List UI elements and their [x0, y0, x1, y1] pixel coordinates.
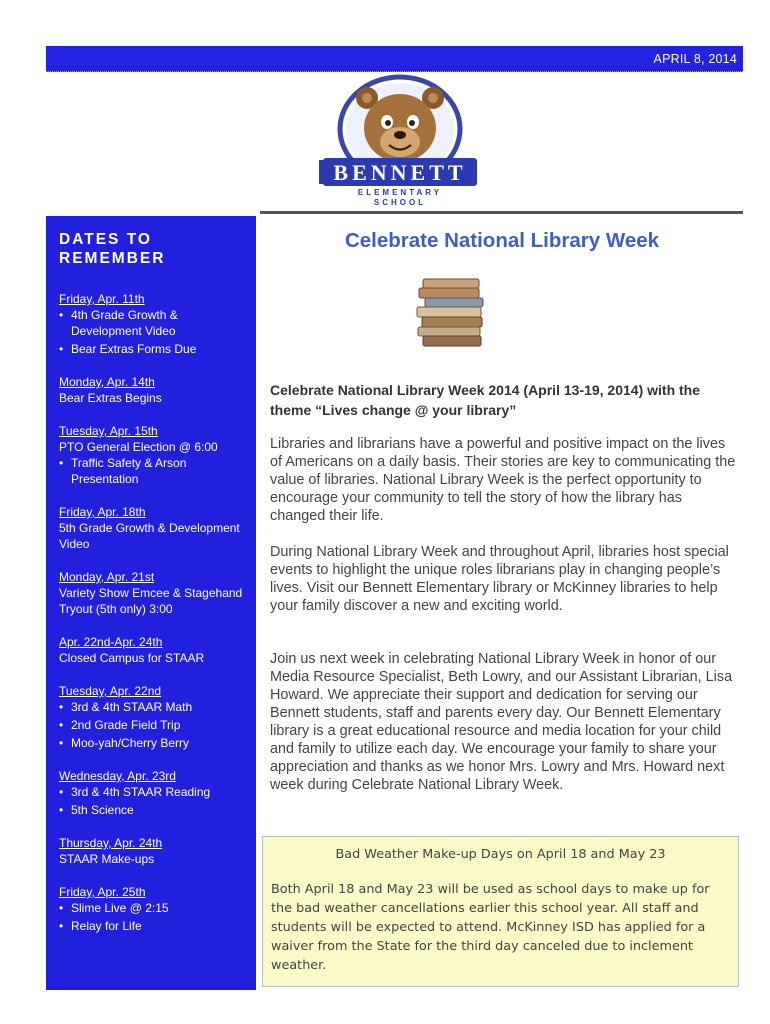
- event-item: [59, 884, 246, 934]
- article-paragraph-2: During National Library Week and throughout April, libraries host special events to highlight the unique roles librarians play in changing people’s lives. Visit our Bennett Elementary library or McKinney libraries to help your family discover a new and exciting world.: [270, 544, 729, 614]
- event-detail: Closed Campus for STAAR: [59, 651, 205, 665]
- divider-rule: [260, 211, 743, 214]
- event-item: [59, 374, 246, 406]
- event-bullet: • 4th Grade Growth & Development Video: [59, 307, 246, 339]
- event-date: Tuesday, Apr. 15th: [59, 424, 158, 438]
- event-item: [59, 683, 246, 751]
- event-bullets: [59, 784, 246, 818]
- event-date: Monday, Apr. 21st: [59, 570, 155, 584]
- event-detail: STAAR Make-ups: [59, 852, 155, 866]
- event-bullets: [59, 307, 246, 357]
- school-logo: [305, 72, 495, 212]
- event-date: Friday, Apr. 11th: [59, 292, 145, 306]
- events-list: [59, 291, 246, 934]
- sidebar-title: DATES TO REMEMBER: [59, 231, 166, 267]
- event-date: Friday, Apr. 25th: [59, 885, 146, 899]
- date-banner: [46, 46, 743, 72]
- event-bullet: • 3rd & 4th STAAR Math: [59, 699, 246, 715]
- article-title: Celebrate National Library Week: [344, 229, 660, 252]
- article-paragraph-1: Libraries and librarians have a powerful and positive impact on the lives of Americans on a daily basis. Their stories are key to communicating the value of libraries. National Library Week is the perfect opportunity to encourage your community to tell the story of how the library has changed their life.: [270, 436, 736, 524]
- event-item: [59, 835, 246, 867]
- event-bullet: • 2nd Grade Field Trip: [59, 717, 246, 733]
- dates-sidebar: [46, 216, 256, 990]
- event-date: Monday, Apr. 14th: [59, 375, 155, 389]
- event-date: Tuesday, Apr. 22nd: [59, 684, 162, 698]
- event-date: Friday, Apr. 18th: [59, 505, 146, 519]
- article-subheading: Celebrate National Library Week 2014 (April 13-19, 2014) with the theme “Lives change @ your library”: [270, 382, 701, 418]
- event-item: [59, 291, 246, 357]
- event-bullet: • Slime Live @ 2:15: [59, 900, 246, 916]
- logo-subtitle-1: ELEMENTARY: [357, 188, 443, 197]
- logo-wordmark: BENNETT: [333, 160, 467, 185]
- event-detail: Bear Extras Begins: [59, 391, 162, 405]
- event-item: [59, 768, 246, 818]
- event-detail: 5th Grade Growth & Development Video: [59, 521, 240, 551]
- newsletter-date: APRIL 8, 2014: [653, 52, 737, 66]
- event-detail: Variety Show Emcee & Stagehand Tryout (5th only) 3:00: [59, 586, 243, 616]
- notice-body: Both April 18 and May 23 will be used as school days to make up for the bad weather cancellations earlier this school year. All staff and students will be expected to attend. McKinney ISD has applied for a waiver from the State for the third day canceled due to inclement weather.: [271, 882, 710, 973]
- event-item: [59, 634, 246, 666]
- event-bullet: • 5th Science: [59, 802, 246, 818]
- event-item: [59, 423, 246, 487]
- event-date: Thursday, Apr. 24th: [59, 836, 163, 850]
- event-bullet: • Relay for Life: [59, 918, 246, 934]
- event-item: [59, 569, 246, 617]
- event-bullet: • Moo-yah/Cherry Berry: [59, 735, 246, 751]
- article-paragraph-3: Join us next week in celebrating National Library Week in honor of our Media Resource Specialist, Beth Lowry, and our Assistant Librarian, Lisa Howard. We appreciate their support and dedication for serving our Bennett students, staff and parents every day. Our Bennett Elementary library is a great educational resource and media location for your child and family to utilize each day. We encourage your family to share your appreciation and thanks as we honor Mrs. Lowry and Mrs. Howard next week during Celebrate National Library Week.: [270, 651, 733, 793]
- event-date: Wednesday, Apr. 23rd: [59, 769, 176, 783]
- event-detail: PTO General Election @ 6:00: [59, 440, 218, 454]
- event-bullets: [59, 699, 246, 751]
- event-bullets: [59, 455, 246, 487]
- logo-subtitle-2: SCHOOL: [373, 198, 427, 207]
- notice-title: Bad Weather Make-up Days on April 18 and May 23: [335, 847, 666, 862]
- books-image: [413, 273, 491, 351]
- event-item: [59, 504, 246, 552]
- event-date: Apr. 22nd-Apr. 24th: [59, 635, 163, 649]
- event-bullet: • Bear Extras Forms Due: [59, 341, 246, 357]
- weather-notice-box: [262, 836, 739, 987]
- event-bullets: [59, 900, 246, 934]
- event-bullet: • Traffic Safety & Arson Presentation: [59, 455, 246, 487]
- event-bullet: • 3rd & 4th STAAR Reading: [59, 784, 246, 800]
